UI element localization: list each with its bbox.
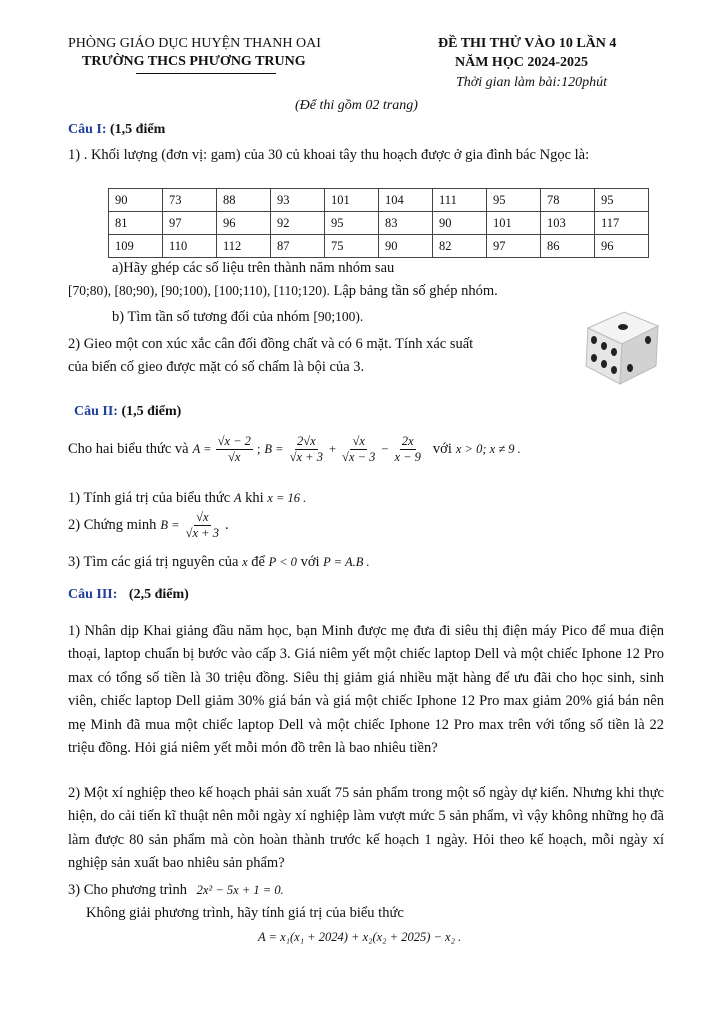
table-cell: 97 [487,235,541,258]
expr-separator: ; [256,442,261,456]
table-cell: 82 [433,235,487,258]
q2-item3-var: x [242,555,248,569]
potato-weight-table [108,188,649,258]
table-cell: 92 [271,212,325,235]
table-cell: 75 [325,235,379,258]
q1-groups-tail: Lập bảng tần số ghép nhóm. [333,283,498,299]
table-cell: 117 [595,212,649,235]
table-cell: 95 [595,189,649,212]
q2-item3-text: 3) Tìm các giá trị nguyên của [68,554,239,570]
q1-groups-line [68,283,498,300]
q2-item1-text: 1) Tính giá trị của biểu thức [68,490,231,506]
q3-label: Câu III: [68,587,118,602]
expr-b-term3-den: x − 9 [394,450,421,464]
table-cell: 104 [379,189,433,212]
q2-item3-with: với [300,554,320,570]
q2-item2-end: . [224,517,229,533]
table-row [109,189,649,212]
exam-title: ĐỀ THI THỬ VÀO 10 LẦN 4 [438,36,617,51]
q3-points: (2,5 điểm) [128,587,189,602]
school-name: TRƯỜNG THCS PHƯƠNG TRUNG [82,54,306,69]
table-cell: 110 [163,235,217,258]
expr-b-term2 [340,434,377,465]
expr-b-term1 [288,434,325,465]
condition: x > 0; x ≠ 9 . [455,442,521,456]
table-cell: 109 [109,235,163,258]
q2-item3-cond: P < 0 [268,555,297,569]
q3-heading [68,587,189,603]
table-cell: 97 [163,212,217,235]
expr-b-term3 [392,434,422,465]
q2-expressions [68,434,521,465]
q1-part1-text: 1) . Khối lượng (đơn vị: gam) của 30 củ khoai tây thu hoạch được ở gia đình bác Ngọc là: [68,147,590,163]
expr-b-term3-num: 2x [401,434,414,448]
q2-label: Câu II: [74,404,118,419]
q1-label: Câu I: [68,122,107,137]
expr-a-fraction [216,434,253,465]
q2-item1-value: x = 16 . [267,491,307,505]
header-left [68,36,321,69]
table-cell: 87 [271,235,325,258]
dice-image [578,306,662,388]
pages-note: (Để thi gồm 02 trang) [295,98,418,113]
header-right [438,36,617,90]
table-cell: 90 [433,212,487,235]
table-cell: 88 [217,189,271,212]
q3-part3-line2: Không giải phương trình, hãy tính giá trị của biểu thức [86,905,404,921]
condition-word: với [432,441,452,457]
table-cell: 83 [379,212,433,235]
table-cell: 112 [217,235,271,258]
table-cell: 96 [595,235,649,258]
table-cell: 90 [379,235,433,258]
q1-part-a: a)Hãy ghép các số liệu trên thành năm nhóm sau [112,260,395,276]
expr-a-denominator: √x [228,450,241,464]
expr-minus: − [381,442,389,456]
table-cell: 73 [163,189,217,212]
q3-part2: 2) Một xí nghiệp theo kế hoạch phải sản xuất 75 sản phẩm trong một số ngày dự kiến. Nhưng khi thực hiện, do cải tiến kĩ thuật nên mỗi ngày xí nghiệp làm vượt mức 5 sản phẩm, vì vậy không những họ đã làm được 80 sản phẩm mà còn hoàn thành trước kế hoạch 1 ngày. Hỏi theo kế hoạch, mỗi ngày xí nghiệp sản xuất bao nhiêu sản phẩm? [68,785,664,872]
q1-part-b: b) Tìm tần số tương đối của nhóm [112,309,310,325]
q3-expression: A = x₁(x₁ + 2024) + x₂(x₂ + 2025) − x₂ . [258,930,462,944]
q3-part1: 1) Nhân dịp Khai giảng đầu năm học, bạn Minh được mẹ đưa đi siêu thị điện máy Pico để mua điện thoại, laptop chuẩn bị bước vào cấp 3. Giá niêm yết một chiếc laptop Dell và một chiếc Iphone 12 Pro max có tổng số tiền là 30 triệu đồng. Siêu thị giảm giá nhiều mặt hàng để ưu đãi cho học sinh, sinh viên, chiếc laptop Dell giảm 30% giá bán và giá một chiếc Iphone 12 Pro max giảm 20% giá bán nên mẹ Minh đã mua một chiếc laptop Dell và một chiếc Iphone 12 Pro max trên với tổng số tiền là 22 triệu đồng. Hỏi giá niêm yết mỗi món đồ trên là bao nhiêu tiền? [68,623,664,757]
q2-item3 [68,554,370,571]
q2-item2-den: √x + 3 [185,526,219,540]
q2-item2 [68,510,229,541]
q1-part2-line1: 2) Gieo một con xúc xắc cân đối đồng chất và có 6 mặt. Tính xác suất [68,336,474,352]
q1-part-b-line [112,309,363,326]
school-year: NĂM HỌC 2024-2025 [455,55,588,70]
q1-part2-line2: của biến cố gieo được mặt có số chấm là bội của 3. [68,359,365,375]
q2-item2-fraction [184,510,221,541]
department-name: PHÒNG GIÁO DỤC HUYỆN THANH OAI [68,36,321,51]
expr-b-label: B = [264,442,284,456]
q3-equation: 2x² − 5x + 1 = 0. [196,883,284,897]
expr-a-numerator: √x − 2 [217,434,251,448]
q2-item1-var: A [233,491,242,505]
q3-part3-text: 3) Cho phương trình [68,882,188,898]
table-row [109,235,649,258]
expr-b-term2-num: √x [352,434,365,448]
q2-item3-mid: để [251,554,265,570]
table-cell: 90 [109,189,163,212]
expr-plus: + [328,442,337,456]
q2-item2-text: 2) Chứng minh [68,517,157,533]
table-cell: 78 [541,189,595,212]
q2-item1 [68,490,306,507]
table-row [109,212,649,235]
table-cell: 81 [109,212,163,235]
expr-b-term2-den: √x − 3 [342,450,376,464]
table-cell: 95 [325,212,379,235]
table-cell: 101 [487,212,541,235]
header-underline [136,73,276,74]
q2-item1-mid: khi [245,490,264,506]
table-cell: 96 [217,212,271,235]
table-cell: 93 [271,189,325,212]
table-cell: 111 [433,189,487,212]
q2-item3-def: P = A.B . [323,555,370,569]
expr-a-label: A = [192,442,212,456]
table-cell: 95 [487,189,541,212]
q1-heading [68,122,165,138]
q1-part-b-group: [90;100). [313,309,364,324]
q2-heading [74,404,181,420]
q1-groups: [70;80), [80;90), [90;100), [100;110), [110;120). [68,283,330,298]
q2-intro: Cho hai biểu thức và [68,441,189,457]
exam-duration: Thời gian làm bài:120phút [456,75,607,90]
q2-item2-num: √x [196,510,209,524]
q1-points: (1,5 điểm [110,122,166,137]
q2-item2-b: B = [160,518,180,532]
q3-part3-line1 [68,882,284,899]
table-cell: 103 [541,212,595,235]
table-cell: 101 [325,189,379,212]
expr-b-term1-den: √x + 3 [289,450,323,464]
q2-points: (1,5 điểm) [121,404,182,419]
table-cell: 86 [541,235,595,258]
expr-b-term1-num: 2√x [296,434,316,448]
